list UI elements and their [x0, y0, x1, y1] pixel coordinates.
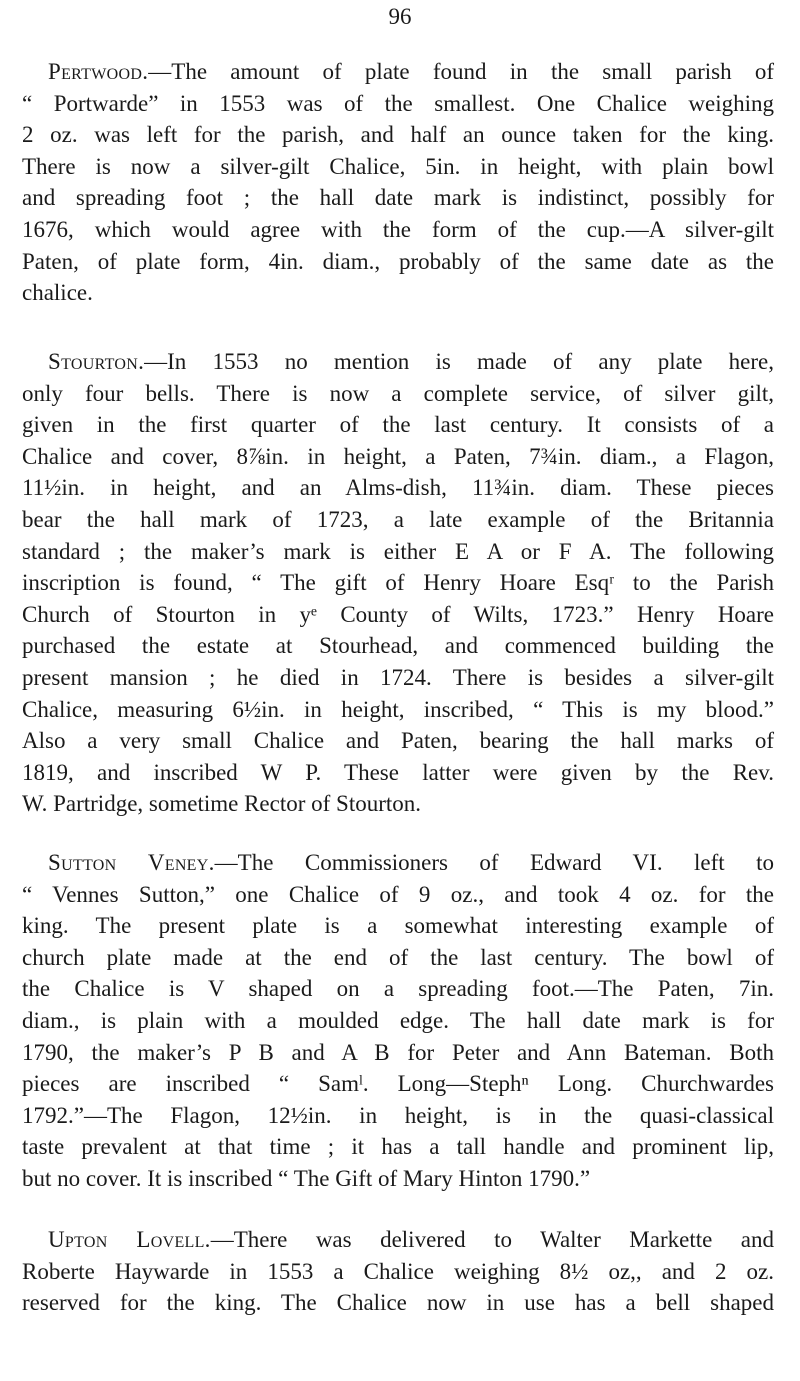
text-line — [22, 599, 774, 631]
text-line — [22, 182, 774, 214]
line-text: the Chalice is V shaped on a spreading foot.—The Paten, 7in. — [22, 976, 774, 1002]
text-line — [22, 346, 774, 378]
text-line — [22, 88, 774, 120]
section-heading: Upton Lovell. — [48, 1227, 211, 1252]
line-text: Also a very small Chalice and Paten, bearing the hall marks of — [22, 728, 774, 754]
text-line — [22, 441, 774, 473]
text-line — [22, 56, 774, 88]
line-text: —In 1553 no mention is made of any plate here, — [144, 349, 774, 374]
text-line — [22, 119, 774, 151]
section-heading: Sutton Veney. — [48, 850, 215, 875]
section-heading: Stourton. — [48, 349, 145, 374]
text-line — [22, 973, 774, 1005]
line-text: and spreading foot ; the hall date mark is indistinct, possibly for — [22, 185, 774, 211]
text-line — [22, 1037, 774, 1069]
line-text: 2 oz. was left for the parish, and half an ounce taken for the king. — [22, 122, 774, 148]
line-text: only four bells. There is now a complete service, of silver gilt, — [22, 380, 774, 406]
line-text: W. Partridge, sometime Rector of Stourton. — [22, 791, 422, 817]
page-number: 96 — [388, 4, 412, 29]
text-line — [22, 942, 774, 974]
line-text: present mansion ; he died in 1724. There is besides a silver-gilt — [22, 664, 774, 690]
line-text: Paten, of plate form, 4in. diam., probably of the same date as the — [22, 248, 774, 274]
paragraph-stourton — [22, 346, 774, 820]
text-line — [22, 788, 774, 820]
line-text: taste prevalent at that time ; it has a tall handle and prominent lip, — [22, 1134, 774, 1160]
text-line — [22, 277, 774, 309]
paragraph-upton-lovell — [22, 1224, 774, 1319]
line-text: but no cover. It is inscribed “ The Gift of Mary Hinton 1790.” — [22, 1165, 591, 1191]
line-text: church plate made at the end of the last century. The bowl of — [22, 944, 774, 970]
text-line — [22, 662, 774, 694]
line-text: —The Commissioners of Edward VI. left to — [214, 850, 774, 875]
line-text: 1676, which would agree with the form of the cup.—A silver-gilt — [22, 216, 774, 242]
text-line — [22, 151, 774, 183]
text-line — [22, 1287, 774, 1319]
line-text: Chalice and cover, 8⅞in. in height, a Paten, 7¾in. diam., a Flagon, — [22, 443, 774, 469]
text-line — [22, 1068, 774, 1100]
text-line — [22, 757, 774, 789]
line-text: “ Portwarde” in 1553 was of the smallest. One Chalice weighing — [22, 90, 774, 116]
section-heading: Pertwood. — [48, 59, 149, 84]
line-text: Church of Stourton in yᵉ County of Wilts, 1723.” Henry Hoare — [22, 601, 774, 627]
line-text: 1792.”—The Flagon, 12½in. in height, is in the quasi-classical — [22, 1102, 774, 1128]
text-line — [22, 246, 774, 278]
line-text: —The amount of plate found in the small parish of — [148, 59, 774, 84]
line-text: reserved for the king. The Chalice now in use has a bell shaped — [22, 1290, 774, 1316]
line-text: —There was delivered to Walter Markette and — [210, 1227, 774, 1252]
text-line — [22, 1100, 774, 1132]
line-text: pieces are inscribed “ Samˡ. Long—Stephⁿ Long. Churchwardes — [22, 1071, 774, 1097]
text-line — [22, 504, 774, 536]
text-line — [22, 1005, 774, 1037]
text-line — [22, 694, 774, 726]
line-text: king. The present plate is a somewhat interesting example of — [22, 913, 774, 939]
text-line — [22, 847, 774, 879]
text-line — [22, 214, 774, 246]
paragraph-pertwood — [22, 56, 774, 309]
line-text: diam., is plain with a moulded edge. The hall date mark is for — [22, 1007, 774, 1033]
text-line — [22, 725, 774, 757]
line-text: given in the first quarter of the last century. It consists of a — [22, 412, 774, 438]
line-text: There is now a silver-gilt Chalice, 5in. in height, with plain bowl — [22, 153, 774, 179]
text-line — [22, 472, 774, 504]
line-text: standard ; the maker’s mark is either E A or F A. The following — [22, 538, 774, 564]
line-text: Roberte Haywarde in 1553 a Chalice weighing 8½ oz,, and 2 oz. — [22, 1258, 774, 1284]
line-text: 11½in. in height, and an Alms-dish, 11¾in. diam. These pieces — [22, 475, 774, 501]
text-line — [22, 536, 774, 568]
text-line — [22, 409, 774, 441]
line-text: Chalice, measuring 6½in. in height, inscribed, “ This is my blood.” — [22, 696, 774, 722]
text-line — [22, 1256, 774, 1288]
text-line — [22, 630, 774, 662]
text-line — [22, 910, 774, 942]
line-text: inscription is found, “ The gift of Henry Hoare Esqʳ to the Parish — [22, 570, 774, 596]
line-text: chalice. — [22, 280, 93, 306]
line-text: “ Vennes Sutton,” one Chalice of 9 oz., and took 4 oz. for the — [22, 881, 774, 907]
paragraph-sutton-veney — [22, 847, 774, 1195]
line-text: 1819, and inscribed W P. These latter were given by the Rev. — [22, 759, 774, 785]
line-text: purchased the estate at Stourhead, and commenced building the — [22, 633, 774, 659]
line-text: 1790, the maker’s P B and A B for Peter and Ann Bateman. Both — [22, 1039, 774, 1065]
text-line — [22, 1131, 774, 1163]
text-line — [22, 879, 774, 911]
line-text: bear the hall mark of 1723, a late example of the Britannia — [22, 506, 774, 532]
text-line — [22, 567, 774, 599]
text-line — [22, 378, 774, 410]
text-line — [22, 1224, 774, 1256]
text-line — [22, 1163, 774, 1195]
